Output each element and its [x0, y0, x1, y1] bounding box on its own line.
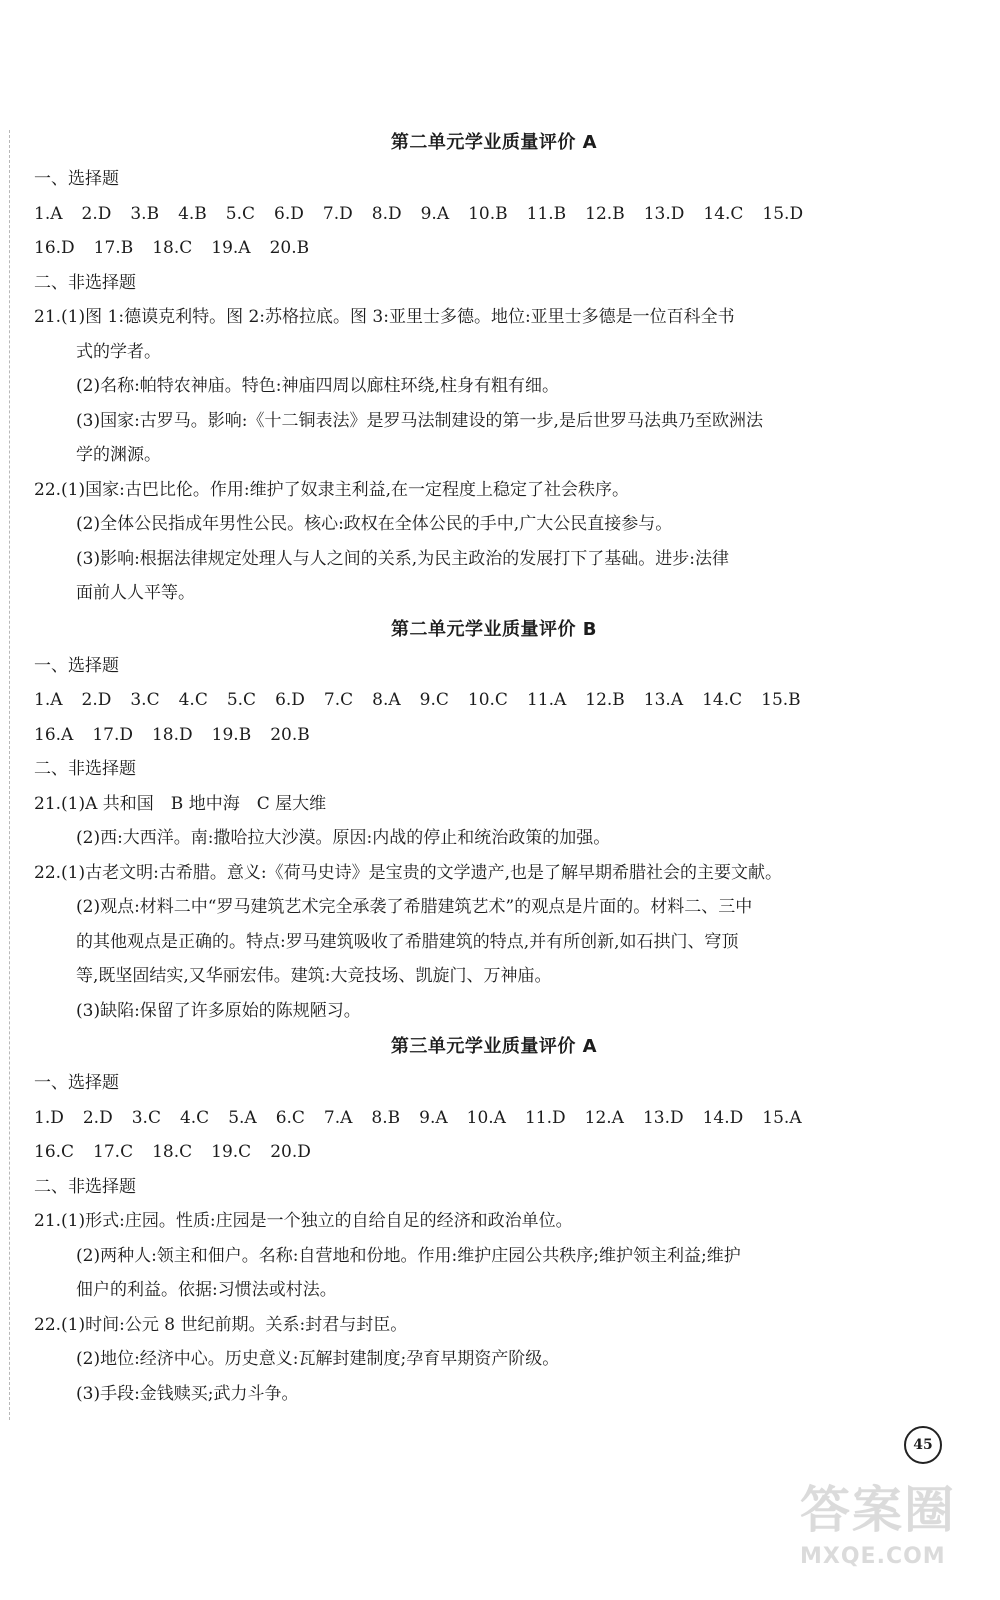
choice-answer: 18.C [152, 1142, 193, 1162]
choice-answer: 20.B [270, 724, 310, 745]
choice-answer: 1.D [34, 1107, 64, 1128]
section-title: 第二单元学业质量评价 B [391, 618, 597, 640]
choice-answer: 2.D [81, 203, 112, 224]
answer-line: 22.(1)古老文明:古希腊。意义:《荷马史诗》是宝贵的文学遗产,也是了解早期希腊社会的主要文献。 [34, 862, 782, 883]
choice-answer: 15.B [761, 690, 801, 710]
choice-answers-row [34, 231, 954, 266]
answer-line: 佃户的利益。依据:习惯法或村法。 [76, 1280, 337, 1300]
page-number: 45 [904, 1426, 942, 1464]
watermark-text: 答案圈 [800, 1481, 956, 1539]
answer-line: (2)地位:经济中心。历史意义:瓦解封建制度;孕育早期资产阶级。 [76, 1349, 560, 1369]
choice-answer: 12.A [584, 1107, 624, 1128]
answer-line: (3)影响:根据法律规定处理人与人之间的关系,为民主政治的发展打下了基础。进步:法律 [76, 548, 729, 569]
answer-line: (2)西:大西洋。南:撒哈拉大沙漠。原因:内战的停止和统治政策的加强。 [76, 828, 611, 848]
choice-answer: 9.A [420, 203, 450, 224]
answer-line: 等,既坚固结实,又华丽宏伟。建筑:大竞技场、凯旋门、万神庙。 [76, 966, 552, 986]
choice-answer: 7.A [323, 1107, 353, 1128]
choice-answer: 10.A [466, 1107, 506, 1128]
choice-answer: 7.C [323, 690, 354, 710]
choice-answer: 19.B [211, 724, 252, 745]
choice-answer: 7.D [322, 203, 353, 224]
section-title: 第三单元学业质量评价 A [390, 1036, 598, 1057]
choice-answer: 9.A [419, 1107, 448, 1128]
answer-line: (2)全体公民指成年男性公民。核心:政权在全体公民的手中,广大公民直接参与。 [76, 514, 673, 534]
choice-answer: 4.C [178, 690, 208, 710]
choice-answer: 18.D [151, 724, 193, 745]
choice-answer: 16.D [34, 238, 75, 258]
choice-answer: 5.C [225, 203, 256, 224]
choice-answer: 11.D [524, 1107, 566, 1128]
choice-answer: 12.B [585, 203, 625, 224]
choice-answer: 6.D [274, 203, 304, 224]
watermark-logo [800, 1480, 990, 1592]
answer-line: 21.(1)A 共和国 B 地中海 C 屋大维 [34, 793, 327, 814]
choice-answer: 19.C [211, 1142, 252, 1162]
choice-answer: 5.C [226, 690, 257, 710]
choice-answers-row [34, 718, 954, 753]
choice-answer: 14.C [702, 690, 743, 710]
answer-line: (3)国家:古罗马。影响:《十二铜表法》是罗马法制建设的第一步,是后世罗马法典乃至欧洲法 [76, 410, 763, 431]
choice-answer: 13.D [642, 1107, 684, 1128]
watermark-url: MXQE.COM [800, 1544, 946, 1569]
choice-heading: 一、选择题 [34, 655, 119, 676]
non-choice-heading: 二、非选择题 [34, 759, 136, 779]
choice-answers-row [34, 683, 954, 718]
section-title: 第二单元学业质量评价 A [390, 132, 598, 153]
choice-answer: 3.C [131, 1107, 161, 1128]
choice-answer: 13.A [643, 690, 684, 710]
answer-line: (3)手段:金钱赎买;武力斗争。 [76, 1383, 299, 1404]
choice-answer: 4.C [179, 1107, 210, 1128]
choice-answer: 6.C [275, 1107, 305, 1128]
non-choice-heading: 二、非选择题 [34, 272, 136, 293]
choice-heading: 一、选择题 [34, 169, 119, 189]
choice-answers-row [34, 197, 954, 232]
answer-line: 面前人人平等。 [76, 583, 195, 603]
choice-answer: 1.A [34, 203, 63, 224]
choice-answer: 15.A [762, 1107, 802, 1128]
choice-answer: 20.D [270, 1142, 311, 1162]
choice-answer: 14.D [702, 1107, 744, 1128]
choice-answer: 10.C [467, 690, 508, 710]
binding-rule [9, 130, 10, 1420]
choice-answer: 10.B [468, 203, 508, 224]
choice-answer: 17.B [93, 238, 134, 258]
answer-line: 式的学者。 [76, 341, 161, 362]
choice-heading: 一、选择题 [34, 1073, 119, 1093]
choice-answer: 12.B [585, 690, 625, 710]
choice-answer: 3.B [130, 203, 160, 224]
answer-line: (3)缺陷:保留了许多原始的陈规陋习。 [76, 1000, 361, 1021]
choice-answers-row [34, 1101, 954, 1136]
choice-answer: 2.D [82, 1107, 113, 1128]
choice-answer: 11.B [526, 203, 567, 224]
answer-line: (2)名称:帕特农神庙。特色:神庙四周以廊柱环绕,柱身有粗有细。 [76, 376, 559, 396]
choice-answer: 1.A [34, 690, 63, 710]
choice-answer: 3.C [130, 690, 160, 710]
choice-answer: 11.A [526, 690, 567, 710]
choice-answer: 18.C [152, 238, 193, 258]
choice-answer: 17.C [93, 1142, 134, 1162]
choice-answer: 16.A [34, 724, 74, 745]
answer-line: 的其他观点是正确的。特点:罗马建筑吸收了希腊建筑的特点,并有所创新,如石拱门、穹顶 [76, 931, 739, 952]
non-choice-heading: 二、非选择题 [34, 1176, 136, 1197]
choice-answer: 8.B [371, 1107, 401, 1128]
answer-line: (2)观点:材料二中“罗马建筑艺术完全承袭了希腊建筑艺术”的观点是片面的。材料二、三中 [76, 897, 753, 917]
answer-page [34, 124, 954, 1411]
answer-line: 21.(1)图 1:德谟克利特。图 2:苏格拉底。图 3:亚里士多德。地位:亚里士多德是一位百科全书 [34, 307, 735, 327]
choice-answer: 16.C [34, 1142, 75, 1162]
answer-line: 21.(1)形式:庄园。性质:庄园是一个独立的自给自足的经济和政治单位。 [34, 1211, 573, 1231]
choice-answer: 4.B [178, 203, 207, 224]
choice-answer: 5.A [228, 1107, 257, 1128]
choice-answer: 8.A [372, 690, 401, 710]
answer-line: 学的渊源。 [76, 445, 161, 465]
answer-line: 22.(1)国家:古巴比伦。作用:维护了奴隶主利益,在一定程度上稳定了社会秩序。 [34, 479, 629, 500]
choice-answer: 20.B [269, 238, 310, 258]
answer-line: 22.(1)时间:公元 8 世纪前期。关系:封君与封臣。 [34, 1314, 408, 1335]
choice-answer: 15.D [762, 203, 804, 224]
choice-answer: 2.D [81, 690, 112, 710]
choice-answer: 14.C [703, 203, 744, 224]
answer-line: (2)两种人:领主和佃户。名称:自营地和份地。作用:维护庄园公共秩序;维护领主利益;维护 [76, 1245, 741, 1266]
choice-answer: 13.D [643, 203, 685, 224]
choice-answer: 8.D [371, 203, 402, 224]
choice-answer: 17.D [92, 724, 133, 745]
choice-answer: 9.C [419, 690, 449, 710]
choice-answer: 6.D [275, 690, 305, 710]
choice-answer: 19.A [211, 238, 251, 258]
choice-answers-row [34, 1135, 954, 1170]
